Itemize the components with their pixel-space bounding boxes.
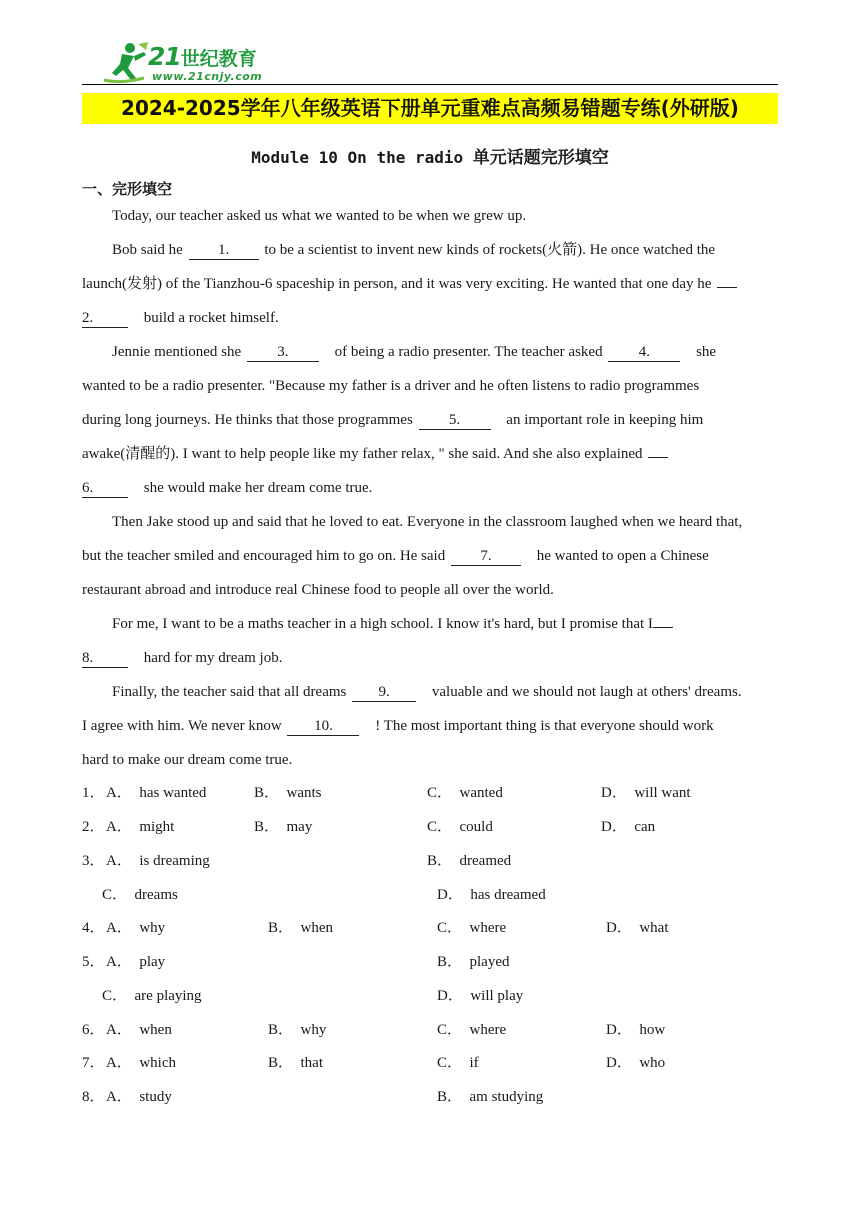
passage-line: during long journeys. He thinks that those programmes 5. an important role in keeping him — [82, 412, 704, 428]
blank-1[interactable]: 1. — [189, 242, 259, 260]
passage-line: 2. build a rocket himself. — [82, 310, 279, 326]
option-7c[interactable]: C． if — [437, 1055, 479, 1071]
question-number: 2． — [82, 819, 105, 835]
header-rule — [82, 84, 778, 85]
option-6c[interactable]: C． where — [437, 1022, 507, 1038]
blank-6-start[interactable] — [648, 457, 668, 458]
passage-line: For me, I want to be a maths teacher in a high school. I know it's hard, but I promise that I — [112, 614, 675, 634]
option-8a[interactable]: A． study — [106, 1089, 172, 1105]
passage-line: hard to make our dream come true. — [82, 752, 293, 768]
question-number: 8． — [82, 1089, 105, 1105]
passage-line: wanted to be a radio presenter. "Because my father is a driver and he often listens to radio programmes — [82, 378, 700, 394]
option-5b[interactable]: B． played — [437, 954, 510, 970]
blank-2-start[interactable] — [717, 287, 737, 288]
passage-line: 8. hard for my dream job. — [82, 650, 283, 666]
passage-line: Today, our teacher asked us what we wanted to be when we grew up. — [112, 208, 527, 224]
option-5d[interactable]: D． will play — [437, 988, 524, 1004]
blank-4[interactable]: 4. — [608, 344, 680, 362]
blank-5[interactable]: 5. — [419, 412, 491, 430]
question-number: 6． — [82, 1022, 105, 1038]
passage-line: awake(清醒的). I want to help people like my father relax, " she said. And she also explained — [82, 444, 670, 464]
option-3c[interactable]: C． dreams — [102, 887, 178, 903]
passage-line: Then Jake stood up and said that he loved to eat. Everyone in the classroom laughed when we heard that, — [112, 514, 743, 530]
option-3b[interactable]: B． dreamed — [427, 853, 512, 869]
option-4a[interactable]: A． why — [106, 920, 166, 936]
option-5a[interactable]: A． play — [106, 954, 166, 970]
blank-8[interactable]: 8. — [82, 650, 128, 668]
option-4d[interactable]: D． what — [606, 920, 669, 936]
option-8b[interactable]: B． am studying — [437, 1089, 544, 1105]
passage-line: Jennie mentioned she 3. of being a radio presenter. The teacher asked 4. she — [112, 344, 717, 360]
option-2c[interactable]: C． could — [427, 819, 493, 835]
option-2a[interactable]: A． might — [106, 819, 175, 835]
passage-line: 6. she would make her dream come true. — [82, 480, 373, 496]
module-subtitle: Module 10 On the radio 单元话题完形填空 — [251, 148, 609, 168]
option-1c[interactable]: C． wanted — [427, 785, 503, 801]
question-number: 7． — [82, 1055, 105, 1071]
option-3d[interactable]: D． has dreamed — [437, 887, 546, 903]
passage-line: I agree with him. We never know 10. ! The most important thing is that everyone should work — [82, 718, 714, 734]
document-title: 2024-2025学年八年级英语下册单元重难点高频易错题专练(外研版) — [121, 96, 739, 120]
blank-10[interactable]: 10. — [287, 718, 359, 736]
blank-3[interactable]: 3. — [247, 344, 319, 362]
option-1a[interactable]: A． has wanted — [106, 785, 207, 801]
option-4c[interactable]: C． where — [437, 920, 507, 936]
blank-6[interactable]: 6. — [82, 480, 128, 498]
passage-line: restaurant abroad and introduce real Chinese food to people all over the world. — [82, 582, 554, 598]
passage-line: Finally, the teacher said that all dreams 9. valuable and we should not laugh at others' dreams. — [112, 684, 742, 700]
option-4b[interactable]: B． when — [268, 920, 333, 936]
option-1b[interactable]: B． wants — [254, 785, 322, 801]
question-number: 1． — [82, 785, 105, 801]
option-7b[interactable]: B． that — [268, 1055, 323, 1071]
option-7a[interactable]: A． which — [106, 1055, 176, 1071]
question-number: 3． — [82, 853, 105, 869]
option-3a[interactable]: A． is dreaming — [106, 853, 210, 869]
passage-line: but the teacher smiled and encouraged him to go on. He said 7. he wanted to open a Chinese — [82, 548, 709, 564]
option-6a[interactable]: A． when — [106, 1022, 172, 1038]
logo-url: www.21cnjy.com — [152, 70, 263, 83]
option-7d[interactable]: D． who — [606, 1055, 666, 1071]
blank-9[interactable]: 9. — [352, 684, 416, 702]
passage-line: Bob said he 1. to be a scientist to invent new kinds of rockets(火箭). He once watched the — [112, 242, 716, 258]
question-number: 4． — [82, 920, 105, 936]
logo-text: 21世纪教育 — [148, 42, 257, 71]
option-2d[interactable]: D． can — [601, 819, 656, 835]
runner-logo-icon — [100, 40, 150, 84]
logo — [100, 40, 270, 86]
option-6d[interactable]: D． how — [606, 1022, 666, 1038]
blank-7[interactable]: 7. — [451, 548, 521, 566]
blank-2[interactable]: 2. — [82, 310, 128, 328]
option-1d[interactable]: D． will want — [601, 785, 691, 801]
option-5c[interactable]: C． are playing — [102, 988, 202, 1004]
section-title: 一、完形填空 — [82, 180, 173, 198]
question-number: 5． — [82, 954, 105, 970]
passage-line: launch(发射) of the Tianzhou-6 spaceship in person, and it was very exciting. He wanted that one day he — [82, 274, 739, 294]
option-6b[interactable]: B． why — [268, 1022, 327, 1038]
option-2b[interactable]: B． may — [254, 819, 313, 835]
blank-8-start[interactable] — [653, 627, 673, 628]
